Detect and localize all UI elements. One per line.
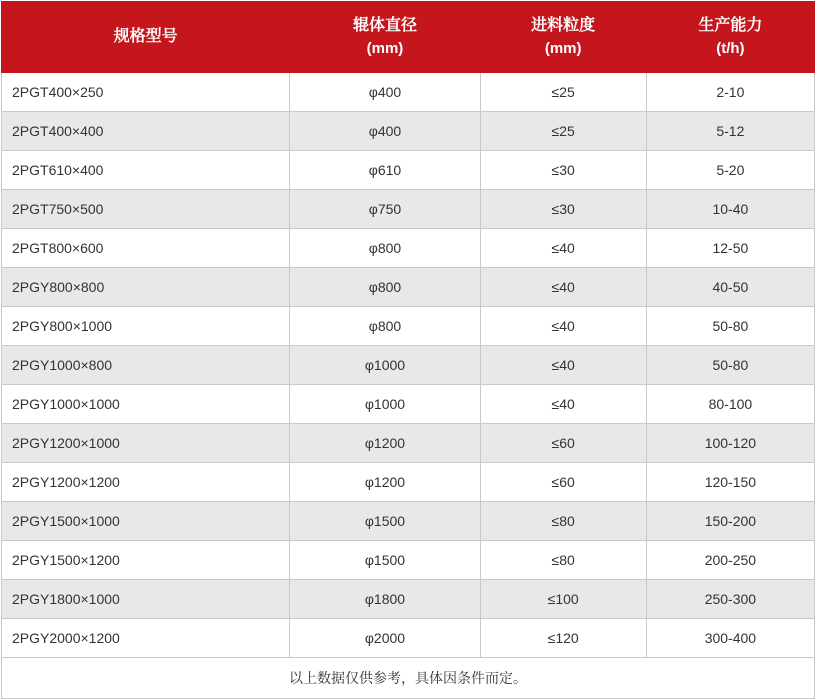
cell-feed-size: ≤80: [480, 502, 646, 541]
cell-feed-size: ≤30: [480, 190, 646, 229]
cell-feed-size: ≤60: [480, 463, 646, 502]
table-row: [2, 385, 815, 424]
cell-capacity: 80-100: [646, 385, 814, 424]
table-row: [2, 307, 815, 346]
table-row: [2, 112, 815, 151]
cell-feed-size: ≤120: [480, 619, 646, 658]
column-header-capacity: [646, 2, 814, 73]
table-header: [2, 2, 815, 73]
specification-table: [1, 1, 815, 699]
cell-model: 2PGY1200×1200: [2, 463, 290, 502]
table-footnote: 以上数据仅供参考，具体因条件而定。: [2, 658, 815, 699]
cell-capacity: 40-50: [646, 268, 814, 307]
cell-roller-diameter: φ750: [290, 190, 480, 229]
cell-capacity: 300-400: [646, 619, 814, 658]
cell-roller-diameter: φ1200: [290, 424, 480, 463]
table-row: [2, 229, 815, 268]
cell-capacity: 50-80: [646, 307, 814, 346]
table-footer: [2, 658, 815, 699]
cell-model: 2PGT400×250: [2, 73, 290, 112]
table-row: [2, 502, 815, 541]
cell-model: 2PGT800×600: [2, 229, 290, 268]
table-row: [2, 424, 815, 463]
table-row: [2, 190, 815, 229]
cell-roller-diameter: φ800: [290, 268, 480, 307]
column-header-feed-size-unit: (mm): [544, 39, 582, 57]
cell-feed-size: ≤25: [480, 73, 646, 112]
cell-feed-size: ≤25: [480, 112, 646, 151]
cell-capacity: 120-150: [646, 463, 814, 502]
column-header-feed-size: [480, 2, 646, 73]
cell-model: 2PGT750×500: [2, 190, 290, 229]
cell-feed-size: ≤40: [480, 307, 646, 346]
cell-roller-diameter: φ1000: [290, 385, 480, 424]
table-row: [2, 580, 815, 619]
cell-capacity: 5-20: [646, 151, 814, 190]
column-header-capacity-unit: (t/h): [716, 39, 745, 57]
table-row: [2, 541, 815, 580]
cell-roller-diameter: φ1800: [290, 580, 480, 619]
table-row: [2, 619, 815, 658]
cell-model: 2PGY1200×1000: [2, 424, 290, 463]
cell-roller-diameter: φ2000: [290, 619, 480, 658]
cell-roller-diameter: φ1500: [290, 541, 480, 580]
footnote-row: [2, 658, 815, 699]
cell-feed-size: ≤30: [480, 151, 646, 190]
cell-model: 2PGY1000×1000: [2, 385, 290, 424]
cell-roller-diameter: φ1000: [290, 346, 480, 385]
column-header-roller-diameter-unit: (mm): [366, 39, 404, 57]
column-header-capacity-title: 生产能力: [698, 16, 763, 34]
cell-feed-size: ≤40: [480, 346, 646, 385]
table-row: [2, 463, 815, 502]
cell-capacity: 5-12: [646, 112, 814, 151]
cell-model: 2PGT610×400: [2, 151, 290, 190]
cell-model: 2PGY1500×1000: [2, 502, 290, 541]
cell-capacity: 12-50: [646, 229, 814, 268]
cell-model: 2PGY800×800: [2, 268, 290, 307]
cell-roller-diameter: φ610: [290, 151, 480, 190]
cell-feed-size: ≤40: [480, 229, 646, 268]
header-row: [2, 2, 815, 73]
cell-capacity: 100-120: [646, 424, 814, 463]
table-row: [2, 73, 815, 112]
table-row: [2, 346, 815, 385]
table-row: [2, 268, 815, 307]
cell-feed-size: ≤100: [480, 580, 646, 619]
cell-capacity: 2-10: [646, 73, 814, 112]
column-header-model: [2, 2, 290, 73]
cell-capacity: 50-80: [646, 346, 814, 385]
cell-capacity: 200-250: [646, 541, 814, 580]
cell-roller-diameter: φ400: [290, 73, 480, 112]
cell-feed-size: ≤40: [480, 268, 646, 307]
cell-feed-size: ≤80: [480, 541, 646, 580]
cell-feed-size: ≤60: [480, 424, 646, 463]
cell-roller-diameter: φ1200: [290, 463, 480, 502]
cell-roller-diameter: φ800: [290, 307, 480, 346]
column-header-feed-size-title: 进料粒度: [531, 16, 596, 34]
cell-capacity: 250-300: [646, 580, 814, 619]
table-body: [2, 73, 815, 658]
table-row: [2, 151, 815, 190]
column-header-roller-diameter: [290, 2, 480, 73]
cell-model: 2PGY800×1000: [2, 307, 290, 346]
cell-roller-diameter: φ400: [290, 112, 480, 151]
column-header-roller-diameter-title: 辊体直径: [352, 16, 417, 34]
cell-capacity: 10-40: [646, 190, 814, 229]
cell-model: 2PGY1500×1200: [2, 541, 290, 580]
cell-model: 2PGY1800×1000: [2, 580, 290, 619]
cell-roller-diameter: φ800: [290, 229, 480, 268]
cell-model: 2PGY1000×800: [2, 346, 290, 385]
cell-model: 2PGT400×400: [2, 112, 290, 151]
cell-roller-diameter: φ1500: [290, 502, 480, 541]
cell-model: 2PGY2000×1200: [2, 619, 290, 658]
cell-capacity: 150-200: [646, 502, 814, 541]
column-header-model-title: 规格型号: [113, 28, 178, 45]
cell-feed-size: ≤40: [480, 385, 646, 424]
